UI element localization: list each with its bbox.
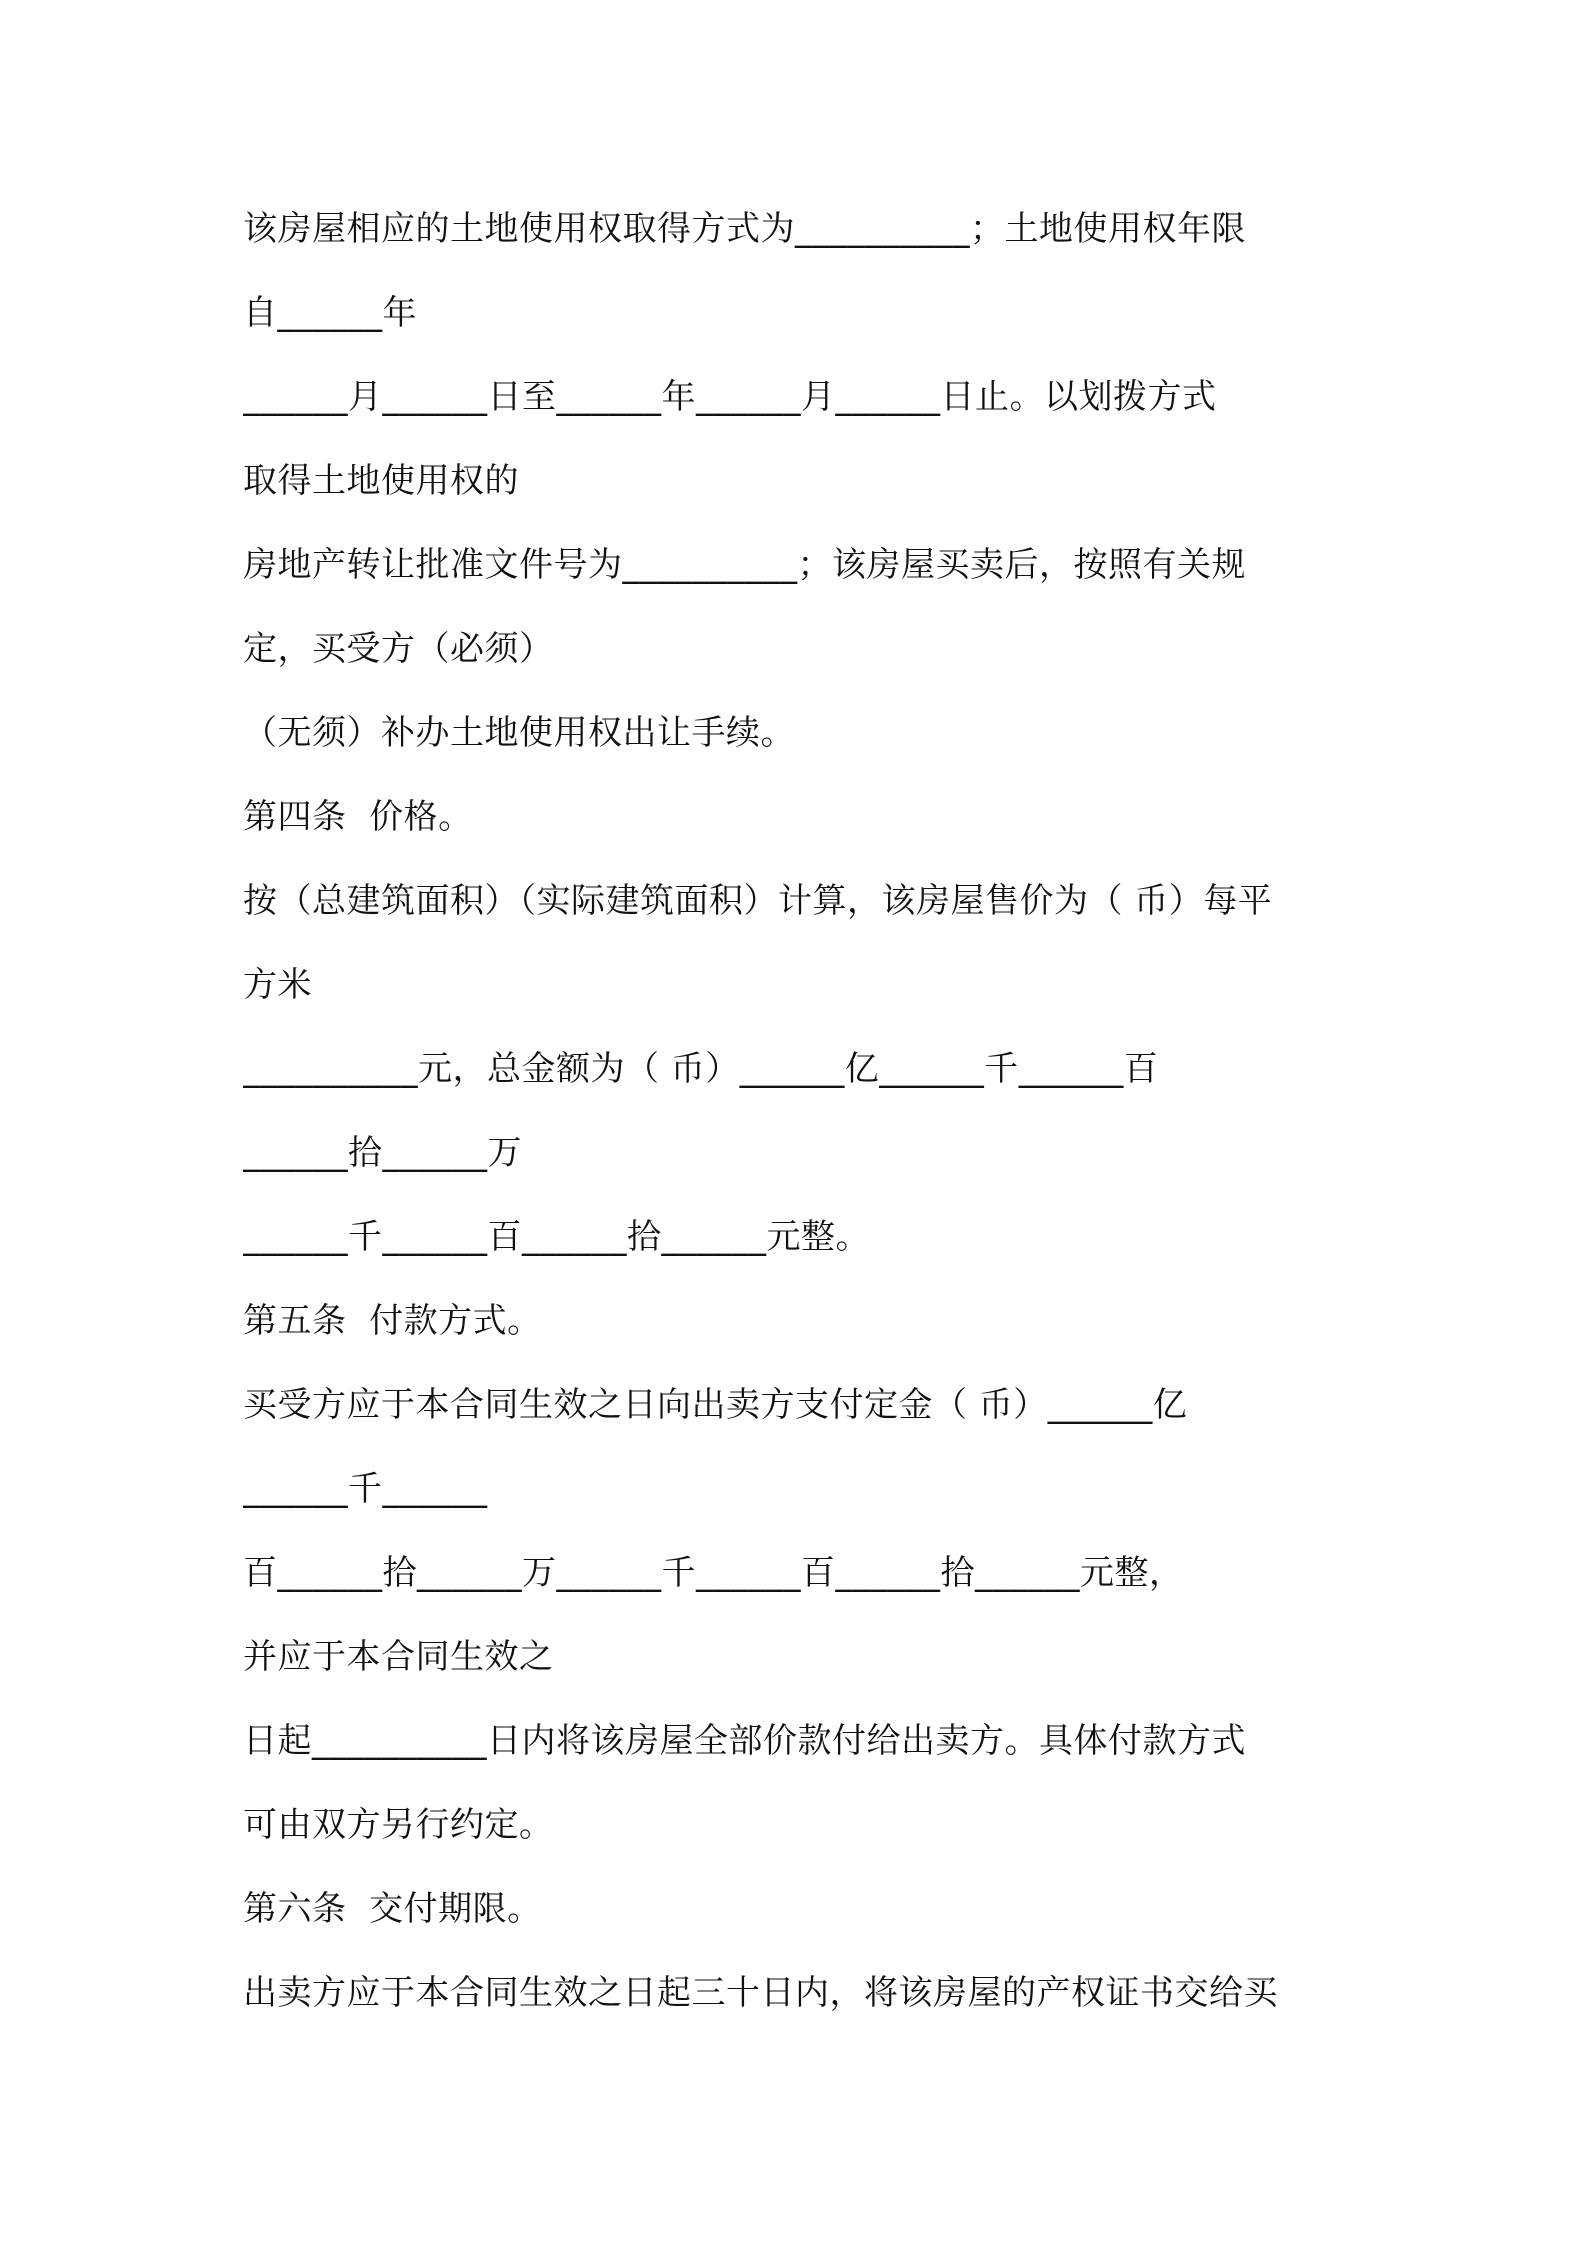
section-heading: 第四条 价格。 — [243, 797, 473, 837]
text-line: __________元，总金额为（ 币）______亿______千______百 — [243, 1049, 1159, 1089]
text-line: 并应于本合同生效之 — [243, 1637, 554, 1677]
text-line: 方米 — [243, 965, 312, 1005]
text-line: 自______年 — [243, 293, 417, 333]
text-line: 房地产转让批准文件号为__________；该房屋买卖后，按照有关规 — [243, 545, 1246, 585]
text-line: （无须）补办土地使用权出让手续。 — [243, 713, 795, 753]
text-line: 出卖方应于本合同生效之日起三十日内，将该房屋的产权证书交给买 — [243, 1973, 1278, 2013]
text-line: ______千______ — [243, 1469, 488, 1509]
text-line: 该房屋相应的土地使用权取得方式为__________；土地使用权年限 — [243, 209, 1246, 249]
text-line: 百______拾______万______千______百______拾______元整， — [243, 1553, 1184, 1593]
text-line: 按（总建筑面积）（实际建筑面积）计算，该房屋售价为（ 币）每平 — [243, 881, 1273, 921]
text-line: 定，买受方（必须） — [243, 629, 554, 669]
text-line: 可由双方另行约定。 — [243, 1805, 554, 1845]
text-line: 日起__________日内将该房屋全部价款付给出卖方。具体付款方式 — [243, 1721, 1246, 1761]
section-heading: 第五条 付款方式。 — [243, 1301, 542, 1341]
text-line: ______月______日至______年______月______日止。以划拨方式 — [243, 377, 1217, 417]
section-heading: 第六条 交付期限。 — [243, 1889, 542, 1929]
text-line: 取得土地使用权的 — [243, 461, 519, 501]
text-line: ______拾______万 — [243, 1133, 522, 1173]
text-line: ______千______百______拾______元整。 — [243, 1217, 870, 1257]
text-line: 买受方应于本合同生效之日向出卖方支付定金（ 币）______亿 — [243, 1385, 1188, 1425]
